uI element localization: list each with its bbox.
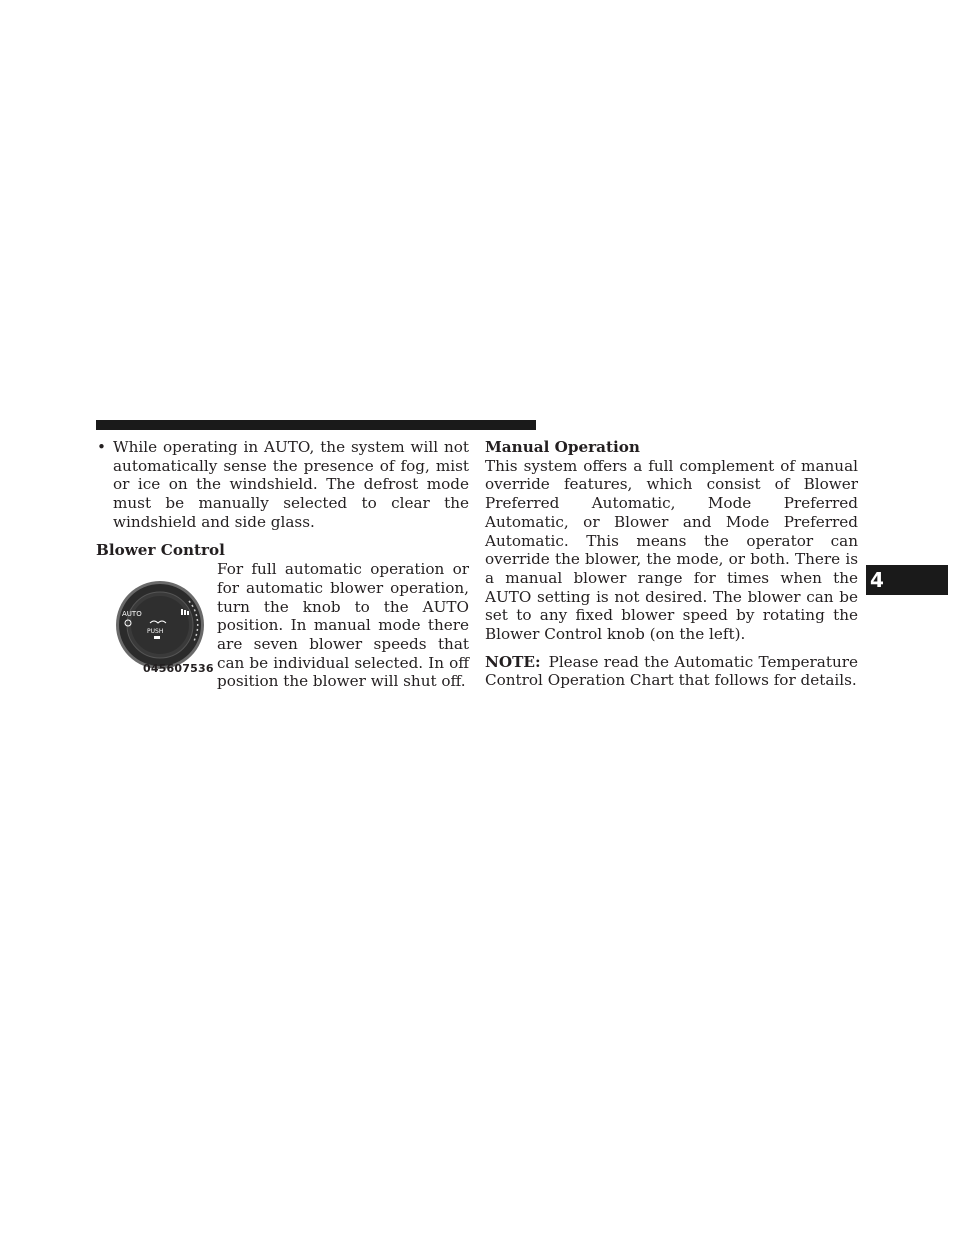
manual-operation-heading: Manual Operation [485,438,640,456]
bullet-text: While operating in AUTO, the system will not automatically sense the presence of fog, mist or ice on the windshield. The defrost mode must be manually selected to clear the windshield and side glass. [113,438,469,531]
note-label: NOTE: [485,652,541,671]
chapter-number: 4 [870,568,884,592]
blower-control-section [96,560,469,691]
figure-id: 045607536 [143,662,214,676]
manual-operation-text: This system offers a full complement of manual override features, which consist of Blower Preferred Automatic, Mode Preferred Automatic, or Blower and Mode Preferred Automatic. This means the operator can override the blower, the mode, or both. There is a manual blower range for times when the AUTO setting is not desired. The blower can be set to any fixed blower speed by rotating the Blower Control knob (on the left). [485,456,858,644]
knob-auto-label: AUTO [122,610,142,619]
bullet-mark: • [97,438,106,456]
left-column [96,438,469,691]
header-rule [96,420,536,430]
blower-control-text: For full automatic operation or for automatic blower operation, turn the knob to the AUTO position. In manual mode there are seven blower speeds that can be individual selected. In off position the blower will shut off. [217,560,469,691]
blower-knob-icon [114,579,206,671]
bullet-item [96,438,469,532]
blower-control-heading: Blower Control [96,540,225,559]
knob-push-label: PUSH [147,628,164,636]
blower-knob-figure [114,579,206,671]
note-paragraph [485,653,858,690]
chapter-tab [866,565,948,595]
right-column [485,438,858,690]
note-text: Please read the Automatic Temperature Control Operation Chart that follows for details. [485,652,858,690]
